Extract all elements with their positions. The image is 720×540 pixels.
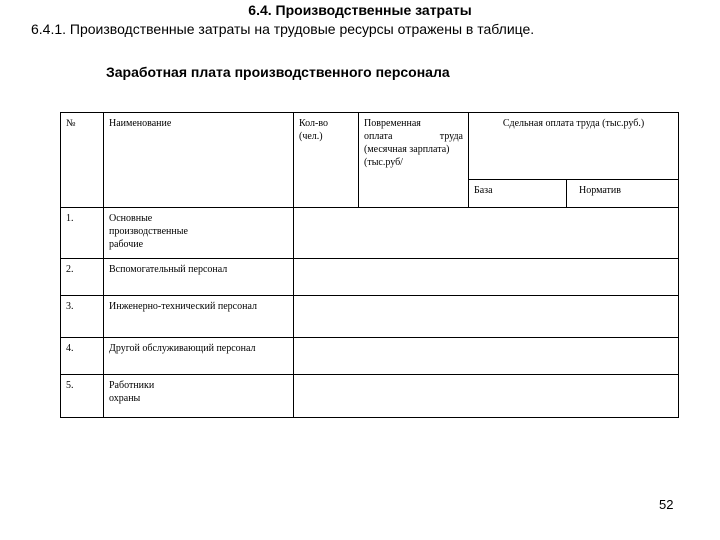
row-values (294, 208, 679, 259)
table-row (61, 375, 679, 418)
subsection-title: 6.4.1. Производственные затраты на трудовые ресурсы отражены в таблице. (31, 21, 535, 37)
header-time-pay-rest: (месячная зарплата) (тыс.руб/ (364, 144, 450, 168)
header-time-pay (359, 113, 469, 208)
row-name: Основные производственные рабочие (104, 208, 294, 259)
page-number: 52 (659, 497, 674, 512)
row-values (294, 296, 679, 338)
section-title: 6.4. Производственные затраты (248, 2, 472, 18)
row-no: 2. (61, 259, 104, 296)
row-no: 5. (61, 375, 104, 418)
header-count: Кол-во (чел.) (294, 113, 359, 208)
table-row (61, 338, 679, 375)
row-name: Инженерно-технический персонал (104, 296, 294, 338)
row-name: Вспомогательный персонал (104, 259, 294, 296)
row-no: 1. (61, 208, 104, 259)
table-row (61, 208, 679, 259)
row-no: 3. (61, 296, 104, 338)
row-values (294, 375, 679, 418)
table-title: Заработная плата производственного персонала (106, 64, 450, 80)
row-name: Работники охраны (104, 375, 294, 418)
table-row (61, 296, 679, 338)
header-time-pay-line1: Повременная (364, 118, 421, 129)
row-no: 4. (61, 338, 104, 375)
header-no: № (61, 113, 104, 208)
header-name: Наименование (104, 113, 294, 208)
header-time-pay-line2 (364, 130, 463, 143)
row-values (294, 338, 679, 375)
header-base: База (469, 180, 567, 208)
header-piece-pay: Сдельная оплата труда (тыс.руб.) (469, 113, 679, 180)
row-values (294, 259, 679, 296)
header-time-pay-word-oplata: оплата (364, 131, 393, 142)
header-norm: Норматив (567, 180, 679, 208)
row-name: Другой обслуживающий персонал (104, 338, 294, 375)
table-row (61, 259, 679, 296)
header-time-pay-word-truda: труда (439, 131, 463, 142)
salary-table (60, 112, 679, 418)
